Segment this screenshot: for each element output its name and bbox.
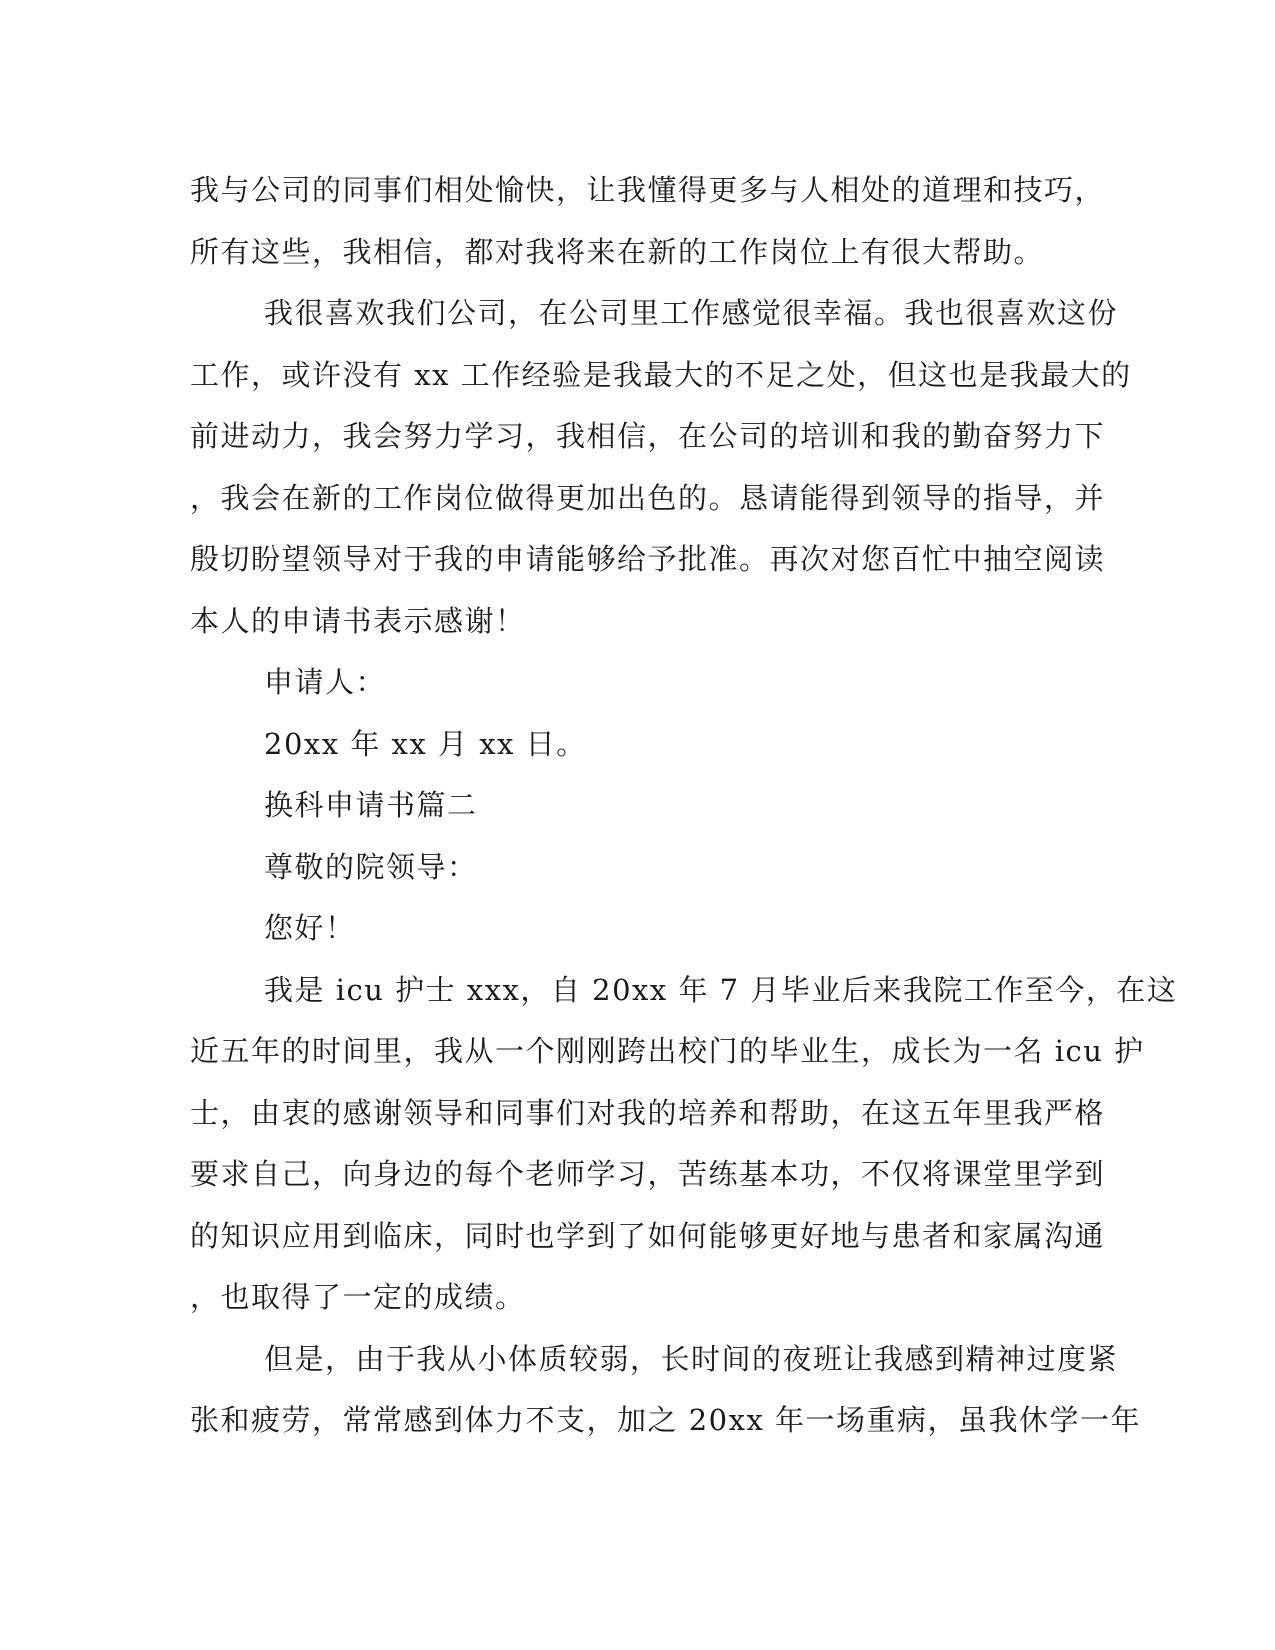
document-body — [190, 160, 1178, 1452]
text-line: 申请人： — [264, 665, 387, 699]
text-line: 殷切盼望领导对于我的申请能够给予批准。再次对您百忙中抽空阅读 — [190, 542, 1106, 576]
text-line: 士，由衷的感谢领导和同事们对我的培养和帮助，在这五年里我严格 — [190, 1095, 1106, 1130]
text-line: 要求自己，向身边的每个老师学习，苦练基本功，不仅将课堂里学到 — [190, 1157, 1106, 1191]
text-line: 我与公司的同事们相处愉快，让我懂得更多与人相处的道理和技巧， — [190, 173, 1106, 207]
text-line: ，我会在新的工作岗位做得更加出色的。恳请能得到领导的指导，并 — [190, 480, 1106, 515]
text-line: 尊敬的院领导： — [264, 849, 478, 884]
text-line: 张和疲劳，常常感到体力不支，加之 20xx 年一场重病，虽我休学一年 — [190, 1403, 1142, 1437]
text-line: 换科申请书篇二 — [264, 788, 478, 822]
text-line: 20xx 年 xx 月 xx 日。 — [264, 726, 587, 761]
text-line: 所有这些，我相信，都对我将来在新的工作岗位上有很大帮助。 — [190, 234, 1045, 269]
text-line: 工作，或许没有 xx 工作经验是我最大的不足之处，但这也是我最大的 — [190, 357, 1132, 392]
text-line: 但是，由于我从小体质较弱，长时间的夜班让我感到精神过度紧 — [264, 1341, 1119, 1376]
text-line: 近五年的时间里，我从一个刚刚跨出校门的毕业生，成长为一名 icu 护 — [190, 1034, 1145, 1068]
text-line: 我是 icu 护士 xxx，自 20xx 年 7 月毕业后来我院工作至今，在这 — [264, 972, 1178, 1007]
text-line: 我很喜欢我们公司，在公司里工作感觉很幸福。我也很喜欢这份 — [264, 296, 1119, 330]
text-line: ，也取得了一定的成绩。 — [190, 1280, 526, 1314]
text-line: 的知识应用到临床，同时也学到了如何能够更好地与患者和家属沟通 — [190, 1218, 1106, 1253]
text-line: 前进动力，我会努力学习，我相信，在公司的培训和我的勤奋努力下 — [190, 419, 1106, 453]
text-line: 您好！ — [264, 911, 356, 945]
text-line: 本人的申请书表示感谢！ — [190, 603, 526, 638]
